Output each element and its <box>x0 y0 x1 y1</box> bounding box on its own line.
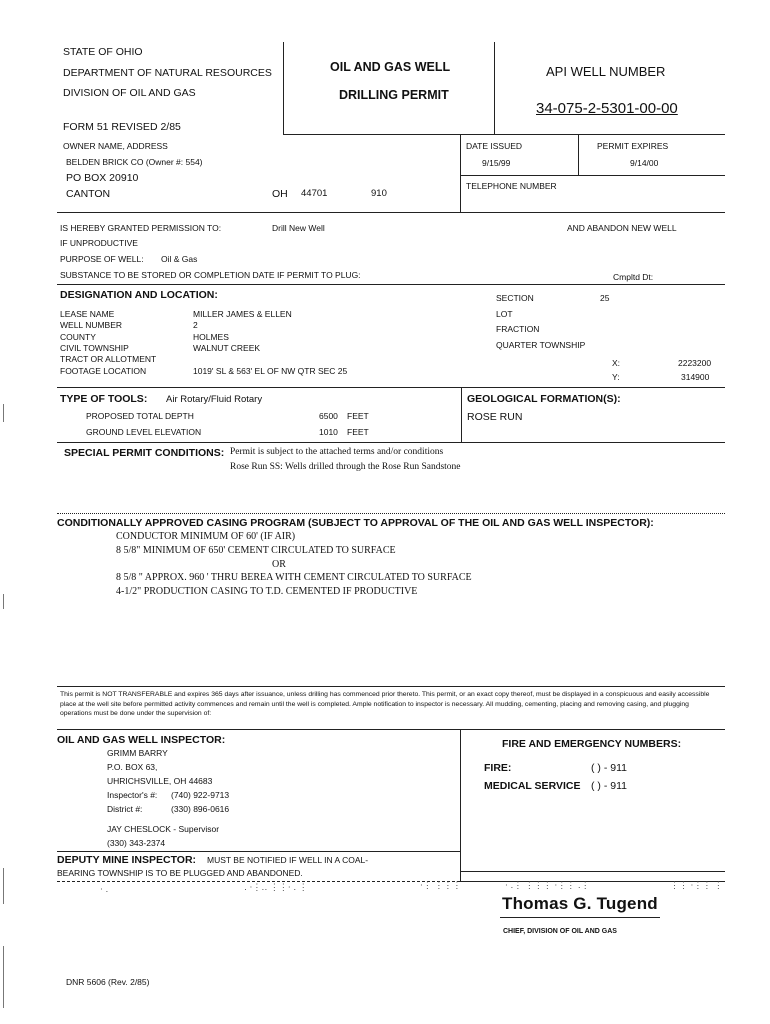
tract-label: TRACT OR ALLOTMENT <box>60 354 157 364</box>
header-bottom-rule <box>283 134 725 135</box>
granted-label: IS HEREBY GRANTED PERMISSION TO: <box>60 223 222 233</box>
chief-signature: Thomas G. Tugend <box>502 894 658 913</box>
api-label: API WELL NUMBER <box>546 64 666 79</box>
special-conditions-label: SPECIAL PERMIT CONDITIONS: <box>64 447 225 459</box>
purpose-value: Oil & Gas <box>161 254 198 264</box>
form-footer: DNR 5606 (Rev. 2/85) <box>66 977 150 987</box>
date-issued-value: 9/15/99 <box>482 158 511 168</box>
owner-label: OWNER NAME, ADDRESS <box>63 141 168 151</box>
section-value: 25 <box>600 293 610 303</box>
signature-underline <box>500 917 660 918</box>
footage-value: 1019' SL & 563' EL OF NW QTR SEC 25 <box>193 366 348 376</box>
designation-bottom-rule <box>57 387 725 388</box>
owner-divider <box>460 134 461 212</box>
designation-title: DESIGNATION AND LOCATION: <box>60 289 218 301</box>
tools-value: Air Rotary/Fluid Rotary <box>166 394 263 405</box>
geology-label: GEOLOGICAL FORMATION(S): <box>467 393 621 405</box>
casing-line2: 8 5/8" MINIMUM OF 650' CEMENT CIRCULATED TO SURFACE <box>116 545 396 556</box>
quarter-township-label: QUARTER TOWNSHIP <box>496 340 586 350</box>
department-name: DEPARTMENT OF NATURAL RESOURCES <box>63 67 272 79</box>
lease-label: LEASE NAME <box>60 309 115 319</box>
fire-number: ( ) - 911 <box>591 762 627 774</box>
supervisor-name: JAY CHESLOCK - Supervisor <box>107 824 220 834</box>
header-divider-left <box>283 42 284 134</box>
inspector-box: P.O. BOX 63, <box>107 762 158 772</box>
signature-top-rule <box>460 871 725 872</box>
elevation-label: GROUND LEVEL ELEVATION <box>86 427 202 437</box>
dates-bottom-rule <box>460 175 725 176</box>
well-number-value: 2 <box>193 320 198 330</box>
casing-line5: 4-1/2" PRODUCTION CASING TO T.D. CEMENTED IF PRODUCTIVE <box>116 586 418 597</box>
medical-number: ( ) - 911 <box>591 780 627 792</box>
y-coordinate-value: 314900 <box>681 372 710 382</box>
deputy-text-line1: MUST BE NOTIFIED IF WELL IN A COAL- <box>207 855 369 865</box>
emergency-title: FIRE AND EMERGENCY NUMBERS: <box>502 738 682 750</box>
unproductive-text: IF UNPRODUCTIVE <box>60 238 138 248</box>
elevation-value: 1010 <box>319 427 338 437</box>
county-value: HOLMES <box>193 332 229 342</box>
abandon-text: AND ABANDON NEW WELL <box>567 223 677 233</box>
lease-value: MILLER JAMES & ELLEN <box>193 309 292 319</box>
medical-label: MEDICAL SERVICE <box>484 780 581 792</box>
owner-po-box: PO BOX 20910 <box>66 172 139 184</box>
casing-top-rule <box>57 513 725 514</box>
section-label: SECTION <box>496 293 534 303</box>
permit-expires-label: PERMIT EXPIRES <box>597 141 669 151</box>
township-label: CIVIL TOWNSHIP <box>60 343 129 353</box>
permission-bottom-rule <box>57 284 725 285</box>
completed-label: Cmpltd Dt: <box>613 272 654 282</box>
special-conditions-line1: Permit is subject to the attached terms and/or conditions <box>230 447 444 457</box>
inspector-title: OIL AND GAS WELL INSPECTOR: <box>57 734 226 746</box>
transfer-notice: This permit is NOT TRANSFERABLE and expires 365 days after issuance, unless drilling has commenced prior thereto. This permit, or an exact copy thereof, must be displayed in a conspicuous and easily accessible place at the well site before permitted activity commences and remain until the well is completed. Ample notification to inspector is necessary. All mudding, cementing, placing and removing casing, and plugging operations must be done under the supervision of: <box>60 691 710 717</box>
inspector-name: GRIMM BARRY <box>107 748 168 758</box>
substance-label: SUBSTANCE TO BE STORED OR COMPLETION DATE IF PERMIT TO PLUG: <box>60 270 361 280</box>
owner-city: CANTON <box>66 188 111 200</box>
well-number-label: WELL NUMBER <box>60 320 123 330</box>
depth-label: PROPOSED TOTAL DEPTH <box>86 411 194 421</box>
api-number: 34-075-2-5301-00-00 <box>536 100 678 117</box>
lot-label: LOT <box>496 309 513 319</box>
casing-line4: 8 5/8 " APPROX. 960 ' THRU BEREA WITH CEMENT CIRCULATED TO SURFACE <box>116 572 472 583</box>
elevation-unit: FEET <box>347 427 369 437</box>
x-coordinate-label: X: <box>612 358 621 368</box>
inspector-phone: (740) 922-9713 <box>171 790 230 800</box>
county-label: COUNTY <box>60 332 96 342</box>
x-coordinate-value: 2223200 <box>678 358 712 368</box>
township-value: WALNUT CREEK <box>193 343 261 353</box>
casing-line3: OR <box>272 559 286 570</box>
owner-code: 910 <box>371 188 387 199</box>
district-label: District #: <box>107 804 143 814</box>
depth-unit: FEET <box>347 411 369 421</box>
footage-label: FOOTAGE LOCATION <box>60 366 147 376</box>
inspector-city: UHRICHSVILLE, OH 44683 <box>107 776 213 786</box>
dates-divider <box>578 134 579 175</box>
inspector-phone-label: Inspector's #: <box>107 790 158 800</box>
owner-bottom-rule <box>57 212 725 213</box>
telephone-label: TELEPHONE NUMBER <box>466 181 557 191</box>
form-number: FORM 51 REVISED 2/85 <box>63 121 181 133</box>
y-coordinate-label: Y: <box>612 372 620 382</box>
fire-label: FIRE: <box>484 762 512 774</box>
date-issued-label: DATE ISSUED <box>466 141 523 151</box>
header-divider-right <box>494 42 495 134</box>
owner-name: BELDEN BRICK CO (Owner #: 554) <box>66 157 203 167</box>
owner-state: OH <box>272 188 288 200</box>
purpose-label: PURPOSE OF WELL: <box>60 254 144 264</box>
notice-top-rule <box>57 686 725 687</box>
geology-value: ROSE RUN <box>467 411 523 423</box>
fraction-label: FRACTION <box>496 324 540 334</box>
deputy-label: DEPUTY MINE INSPECTOR: <box>57 854 197 866</box>
tools-divider <box>461 387 462 442</box>
division-name: DIVISION OF OIL AND GAS <box>63 87 196 99</box>
district-phone: (330) 896-0616 <box>171 804 230 814</box>
chief-title: CHIEF, DIVISION OF OIL AND GAS <box>503 928 617 935</box>
inspector-top-rule <box>57 729 725 730</box>
tools-bottom-rule <box>57 442 725 443</box>
casing-line1: CONDUCTOR MINIMUM OF 60' (IF AIR) <box>116 531 296 542</box>
state-name: STATE OF OHIO <box>63 46 143 58</box>
supervisor-phone: (330) 343-2374 <box>107 838 166 848</box>
permit-expires-value: 9/14/00 <box>630 158 659 168</box>
special-conditions-line2: Rose Run SS: Wells drilled through the Rose Run Sandstone <box>230 462 461 472</box>
inspector-divider <box>460 729 461 881</box>
owner-zip: 44701 <box>301 188 328 199</box>
deputy-top-rule <box>57 851 460 852</box>
granted-value: Drill New Well <box>272 223 325 233</box>
tools-label: TYPE OF TOOLS: <box>60 393 148 405</box>
permit-title-line1: OIL AND GAS WELL <box>330 60 451 74</box>
permit-title-line2: DRILLING PERMIT <box>339 88 449 102</box>
depth-value: 6500 <box>319 411 338 421</box>
casing-title: CONDITIONALLY APPROVED CASING PROGRAM (SUBJECT TO APPROVAL OF THE OIL AND GAS WELL INSPECTOR): <box>57 517 654 529</box>
deputy-text-line2: BEARING TOWNSHIP IS TO BE PLUGGED AND ABANDONED. <box>57 868 303 878</box>
